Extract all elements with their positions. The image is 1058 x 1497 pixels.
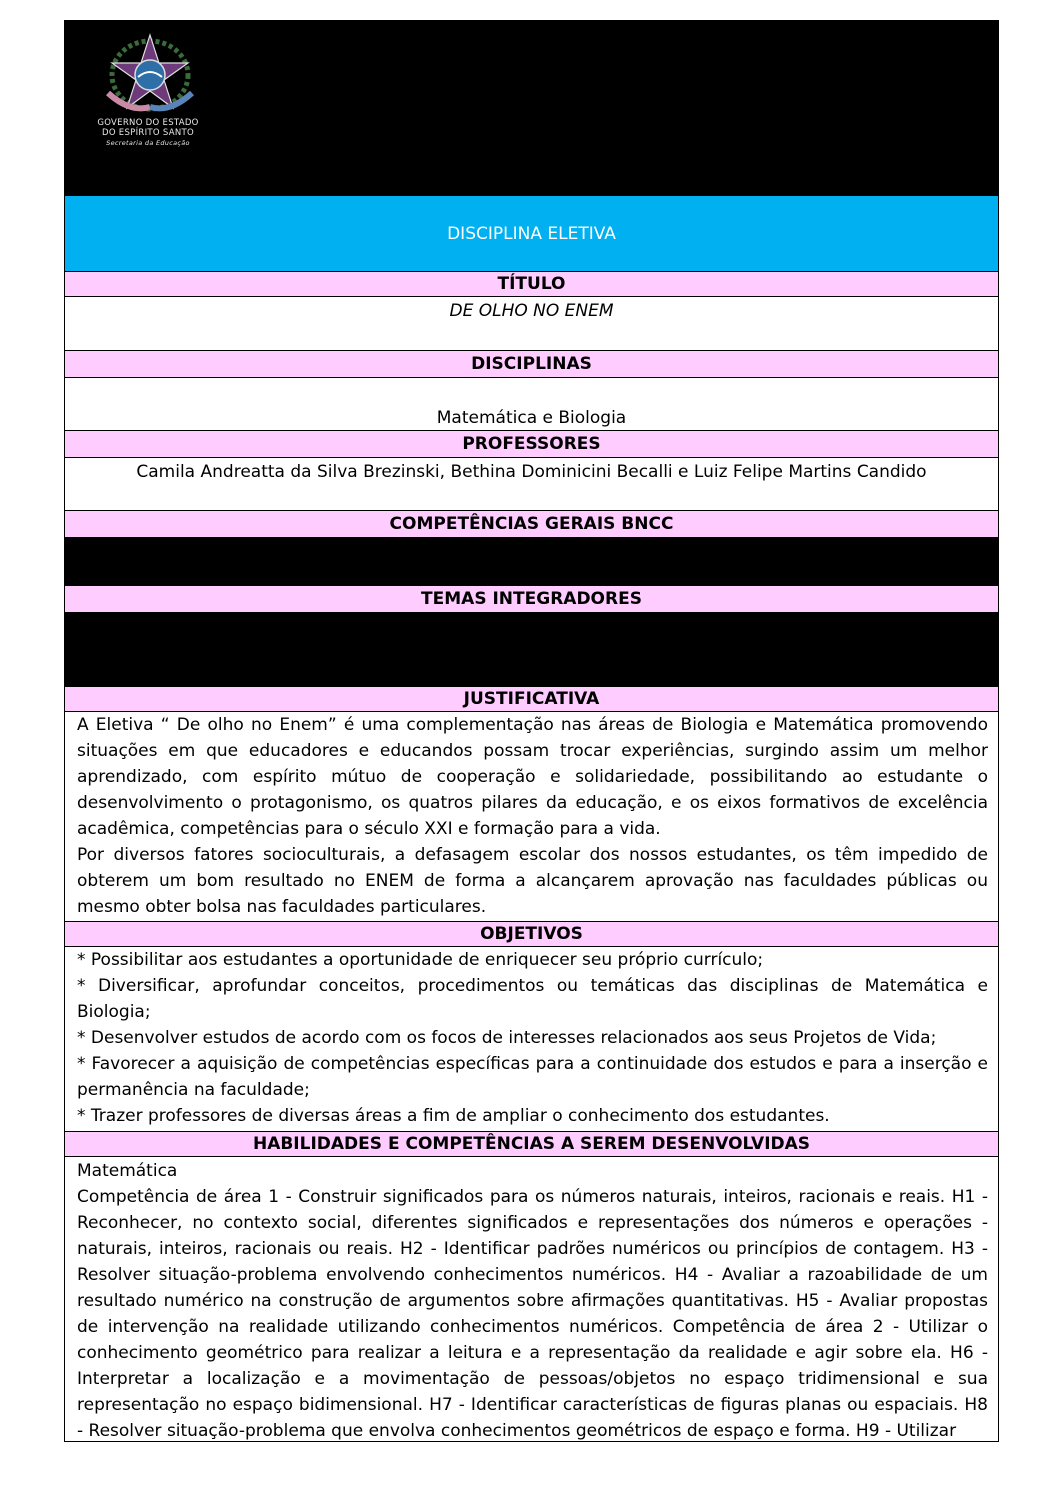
temas-redacted xyxy=(65,613,998,686)
justificativa-paragraph: Por diversos fatores socioculturais, a defasagem escolar dos nossos estudantes, os têm impedido de obterem um bom resultado no ENEM de forma a alcançarem aprovação nas faculdades públicas ou mesmo obter bolsa nas faculdades particulares. xyxy=(77,845,988,917)
disciplinas-header: DISCIPLINAS xyxy=(65,350,998,378)
habilidades-text: Competência de área 1 - Construir significados para os números naturais, inteiros, racionais e reais. H1 - Reconhecer, no contexto social, diferentes significados e representações dos números e operações - naturais, inteiros, racionais ou reais. H2 - Identificar padrões numéricos ou princípios de contagem. H3 - Resolver situação-problema envolvendo conhecimentos numéricos. H4 - Avaliar a razoabilidade de um resultado numérico na construção de argumentos sobre afirmações quantitativas. H5 - Avaliar propostas de intervenção na realidade utilizando conhecimentos numéricos. Competência de área 2 - Utilizar o conhecimento geométrico para realizar a leitura e a representação da realidade e agir sobre ela. H6 - Interpretar a localização e a movimentação de pessoas/objetos no espaço tridimensional e sua representação no espaço bidimensional. H7 - Identificar características de figuras planas ou espaciais. H8 - Resolver situação-problema que envolva conhecimentos geométricos de espaço e forma. H9 - Utilizar xyxy=(77,1187,988,1441)
competencias-header: COMPETÊNCIAS GERAIS BNCC xyxy=(65,510,998,538)
habilidades-header: HABILIDADES E COMPETÊNCIAS A SEREM DESENVOLVIDAS xyxy=(65,1131,998,1157)
objetivo-item: * Favorecer a aquisição de competências específicas para a continuidade dos estudos e para a inserção e permanência na faculdade; xyxy=(77,1054,988,1100)
titulo-header: TÍTULO xyxy=(65,271,998,297)
objetivos-list xyxy=(65,947,998,1131)
objetivo-item: * Trazer professores de diversas áreas a fim de ampliar o conhecimento dos estudantes. xyxy=(77,1106,830,1126)
habilidades-subject: Matemática xyxy=(77,1161,178,1181)
professores-value: Camila Andreatta da Silva Brezinski, Bethina Dominicini Becalli e Luiz Felipe Martins Candido xyxy=(65,458,998,510)
section-banner: DISCIPLINA ELETIVA xyxy=(65,196,998,271)
justificativa-paragraph: A Eletiva “ De olho no Enem” é uma complementação nas áreas de Biologia e Matemática promovendo situações em que educadores e educandos possam trocar experiências, surgindo assim um melhor aprendizado, com espírito mútuo de cooperação e solidariedade, possibilitando ao estudante o desenvolvimento o protagonismo, os quatros pilares da educação, e os eixos formativos de excelência acadêmica, competências para o século XXI e formação para a vida. xyxy=(77,715,988,839)
habilidades-body xyxy=(65,1158,998,1442)
competencias-redacted xyxy=(65,538,998,585)
logo-header xyxy=(65,21,998,196)
objetivo-item: * Possibilitar aos estudantes a oportunidade de enriquecer seu próprio currículo; xyxy=(77,950,764,970)
justificativa-body xyxy=(65,712,998,921)
titulo-value: DE OLHO NO ENEM xyxy=(65,297,998,350)
justificativa-header: JUSTIFICATIVA xyxy=(65,686,998,712)
temas-header: TEMAS INTEGRADORES xyxy=(65,585,998,613)
logo-caption-tagline: Secretaria da Educação xyxy=(106,139,190,147)
objetivo-item: * Desenvolver estudos de acordo com os focos de interesses relacionados aos seus Projetos de Vida; xyxy=(77,1028,937,1048)
objetivos-header: OBJETIVOS xyxy=(65,921,998,947)
document-form xyxy=(64,20,999,1442)
objetivo-item: * Diversificar, aprofundar conceitos, procedimentos ou temáticas das disciplinas de Matemática e Biologia; xyxy=(77,976,988,1022)
logo-caption-line2: DO ESPÍRITO SANTO xyxy=(101,128,195,138)
disciplinas-value: Matemática e Biologia xyxy=(65,378,998,430)
logo-caption xyxy=(83,118,213,148)
logo-caption-line1: GOVERNO DO ESTADO xyxy=(97,118,199,128)
professores-header: PROFESSORES xyxy=(65,430,998,458)
